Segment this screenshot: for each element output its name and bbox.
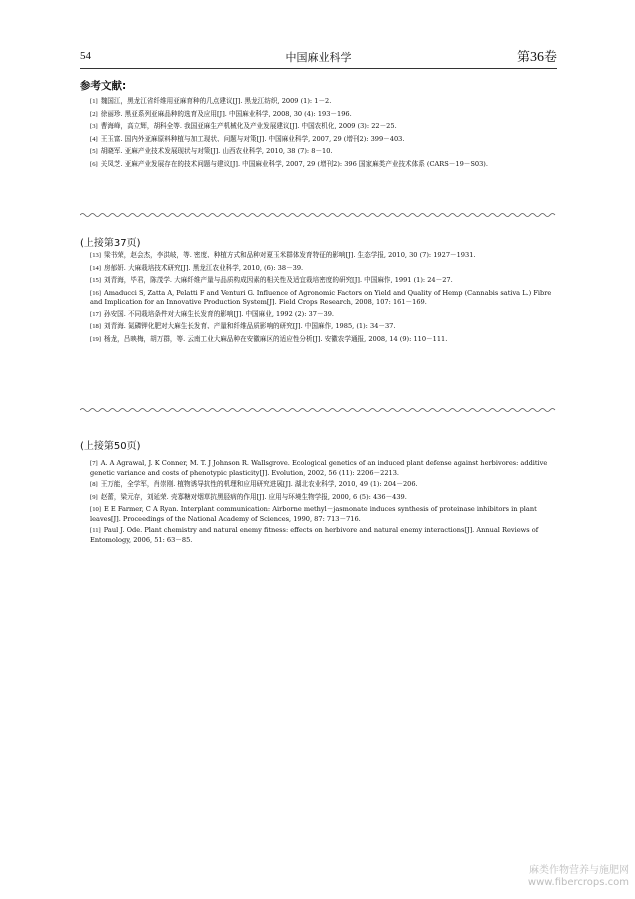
volume-label — [517, 46, 557, 66]
reference-item: [18] 刘青海. 氮磷钾化肥对大麻生长发育、产量和纤维品质影响的研究[J]. 中国麻作, 1985, (1): 34－37. — [90, 322, 396, 330]
wave-path — [80, 214, 555, 217]
wavy-divider — [80, 407, 557, 413]
page-number: 54 — [80, 50, 91, 62]
references-list-37 — [80, 251, 558, 347]
volume-number: 36 — [529, 50, 544, 65]
reference-item: [7] A. A Agrawal, J. K Conner, M. T. J Johnson R. Wallsgrove. Ecological genetics of an induced plant defense against herbivores: additive genetic variance and costs of phenotypic plasticity[J]. Evolution, 2002, 56 (11): 2206－2213. — [90, 459, 548, 477]
reference-item: [14] 房郁妍. 大麻栽培技术研究[J]. 黑龙江农业科学, 2010, (6): 38－39. — [90, 263, 304, 272]
reference-item: [10] E E Farmer, C A Ryan. Interplant communication: Airborne methyl－jasmonate induces synthesis of proteinase inhibitors in plant leaves[J]. Proceedings of the National Academy of Sciences, 1990, 87: 713－716. — [90, 505, 537, 523]
reference-item: [19] 杨龙，吕映梅，胡万群，等. 云南工业大麻品种在安徽麻区的适应性分析[J]. 安徽农学通报, 2008, 14 (9): 110－111. — [90, 334, 448, 343]
reference-item: [2] 徐丽珍. 黑亚系列亚麻品种的选育及应用[J]. 中国麻业科学, 2008, 30 (4): 193－196. — [90, 109, 352, 118]
reference-item: [5] 胡晓军. 亚麻产业技术发展现状与对策[J]. 山西农业科学, 2010, 38 (7): 8－10. — [90, 147, 333, 155]
reference-item: [4] 王玉富. 国内外亚麻原料种植与加工现状、问题与对策[J]. 中国麻业科学, 2007, 29 (增刊2): 399－403. — [90, 134, 405, 143]
references-list-50 — [80, 459, 558, 547]
reference-item: [16] Amaducci S, Zatta A, Pelatti F and Venturi G. Influence of Agronomic Factors on Yield and Quality of Hemp (Cannabis sativa L.) Fibre and Implication for an Innovative Production System[J]. Field Crops Research, 2008, 107: 161－169. — [90, 288, 552, 306]
reference-item: [6] 关凤芝. 亚麻产业发展存在的技术问题与建议[J]. 中国麻业科学, 2007, 29 (增刊2): 396 国家麻类产业技术体系 (CARS－19－S03). — [90, 159, 488, 168]
reference-item: [3] 曹海峰，高立辉，胡科全等. 我国亚麻生产机械化及产业发展建议[J]. 中国农机化, 2009 (3): 22－25. — [90, 122, 397, 130]
references-list — [80, 97, 558, 172]
reference-item: [9] 赵蕾，梁元存，刘延荣. 壳寡糖对烟草抗黑胫病的作用[J]. 应用与环境生物学报, 2000, 6 (5): 436－439. — [90, 492, 407, 501]
continued-from-page-50: (上接第50页) — [80, 441, 141, 452]
header-divider — [80, 68, 557, 69]
page-header — [80, 46, 557, 68]
reference-item: [15] 刘青海，毕君，陈茂学. 大麻纤维产量与品质构成因素的相关性及适宜栽培密度的研究[J]. 中国麻作, 1991 (1): 24－27. — [90, 276, 453, 284]
reference-item: [8] 王万能，全学军，肖崇刚. 植物诱导抗性的机理和应用研究进展[J]. 湖北农业科学, 2010, 49 (1): 204－206. — [90, 480, 418, 488]
journal-title: 中国麻业科学 — [285, 51, 352, 64]
reference-item: [13] 梁书荣，赵会杰，李洪岐，等. 密度、种植方式和品种对夏玉米群体发育特征的影响[J]. 生态学报, 2010, 30 (7): 1927－1931. — [90, 251, 476, 259]
watermark-line1: 麻类作物营养与施肥网 — [529, 865, 629, 876]
reference-item: [11] Paul J. Ode. Plant chemistry and natural enemy fitness: effects on herbivore and natural enemy interactions[J]. Annual Reviews of Entomology, 2006, 51: 63－85. — [90, 526, 539, 544]
watermark-line2: www.fibercrops.com — [527, 877, 629, 888]
references-title: 参考文献: — [80, 80, 127, 92]
volume-suffix: 卷 — [543, 50, 557, 65]
continued-from-page-37: (上接第37页) — [80, 238, 141, 249]
wave-path — [80, 409, 555, 412]
reference-item: [1] 魏国江，黑龙江省纤维用亚麻育种的几点建议[J]. 黑龙江纺织, 2009 (1): 1－2. — [90, 97, 332, 105]
volume-prefix: 第 — [516, 50, 530, 65]
reference-item: [17] 孙安国. 不同栽培条件对大麻生长发育的影响[J]. 中国麻业, 1992 (2): 37－39. — [90, 309, 335, 318]
wavy-divider — [80, 212, 557, 218]
site-watermark — [528, 865, 629, 889]
